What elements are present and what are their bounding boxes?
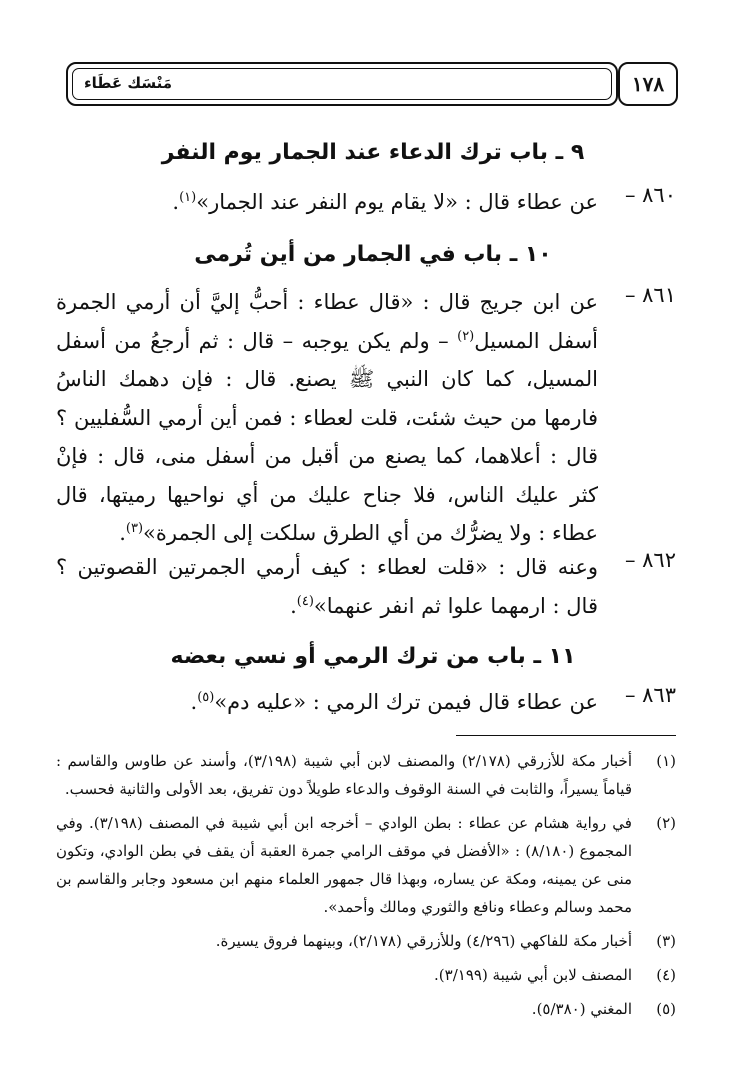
footnote xyxy=(56,809,676,921)
footnote-number: (٣) xyxy=(656,932,676,950)
hadith-entry xyxy=(56,548,676,628)
footnote-text: المغني (٥/٣٨٠). xyxy=(531,1000,632,1018)
footnote-text: المصنف لابن أبي شيبة (٣/١٩٩). xyxy=(434,966,632,984)
footnote-divider xyxy=(456,735,676,736)
entry-end: . xyxy=(119,521,126,545)
entry-text xyxy=(56,283,598,553)
footnote-number: (٥) xyxy=(656,1000,676,1018)
chapter-heading: ١٠ ـ باب في الجمار من أين تُرمى xyxy=(194,242,552,267)
footnote xyxy=(56,927,676,955)
page-header xyxy=(66,62,678,106)
entry-end: . xyxy=(172,190,180,214)
footnotes xyxy=(56,747,676,1029)
entry-number: ٨٦٠ – xyxy=(624,183,676,207)
footnote-ref: (٢) xyxy=(457,328,475,344)
entry-text xyxy=(56,683,598,722)
entry-end: . xyxy=(190,690,198,714)
hadith-entry xyxy=(56,283,676,553)
chapter-heading: ١١ ـ باب من ترك الرمي أو نسي بعضه xyxy=(170,644,576,669)
footnote-text: أخبار مكة للفاكهي (٤/٢٩٦) وللأزرقي (٢/١٧٨)، وبينهما فروق يسيرة. xyxy=(215,932,632,950)
entry-end: . xyxy=(290,593,297,618)
footnote-number: (١) xyxy=(656,752,676,770)
entry-body: عن عطاء قال فيمن ترك الرمي : «عليه دم» xyxy=(214,690,598,714)
footnote-ref: (١) xyxy=(179,190,197,205)
footnote-text: أخبار مكة للأزرقي (٢/١٧٨) والمصنف لابن أبي شيبة (٣/١٩٨)، وأسند عن طاوس والقاسم : قياماً يسيراً، والثابت في السنة الوقوف والدعاء طويلاً دون تفريق، بعد الأولى والثانية فحسب. xyxy=(56,752,632,798)
chapter-heading: ٩ ـ باب ترك الدعاء عند الجمار يوم النفر xyxy=(161,140,585,165)
entry-number: ٨٦٣ – xyxy=(624,683,676,707)
header-frame xyxy=(66,62,618,106)
footnote xyxy=(56,995,676,1023)
footnote xyxy=(56,961,676,989)
entry-body: عن عطاء قال : «لا يقام يوم النفر عند الجمار» xyxy=(196,190,598,214)
footnote-number: (٤) xyxy=(656,966,676,984)
entry-text xyxy=(56,183,598,222)
entry-number: ٨٦٢ – xyxy=(624,548,676,572)
footnote xyxy=(56,747,676,803)
hadith-entry xyxy=(56,183,676,223)
footnote-text: في رواية هشام عن عطاء : بطن الوادي – أخرجه ابن أبي شيبة في المصنف (٣/١٩٨). وفي المجموع (٨/١٨٠) : «الأفضل في موقف الرامي جمرة العقبة أن يقف في بطن الوادي، وتكون منى عن يمينه، ومكة عن يساره، وبهذا قال جمهور العلماء منهم ابن مسعود وجابر والقاسم بن محمد وسالم وعطاء ونافع والثوري ومالك وأحمد». xyxy=(56,814,632,916)
entry-text xyxy=(56,548,598,625)
book-title: مَنْسَك عَطَاء xyxy=(84,74,173,92)
hadith-entry xyxy=(56,683,676,723)
page-number: ١٧٨ xyxy=(618,62,678,106)
footnote-ref: (٤) xyxy=(296,593,314,609)
entry-body-part1: عن ابن جريج قال : «قال عطاء : أحبُّ إليَّ أن أرمي الجمرة أسفل المسيل xyxy=(56,290,599,353)
footnote-ref: (٣) xyxy=(125,521,144,536)
entry-body: وعنه قال : «قلت لعطاء : كيف أرمي الجمرتين القصوتين ؟ قال : ارمهما علوا ثم انفر عنهما» xyxy=(56,555,598,618)
entry-body-part2: – ولم يكن يوجبه – قال : ثم أرجعُ من أسفل المسيل، كما كان النبي ﷺ يصنع. قال : فإن دهمك الناسُ فارمها من حيث شئت، قلت لعطاء : فمن أين أرمي السُّفليين ؟ قال : أعلاهما، كما يصنع من أقبل من أسفل منى، قال : فإنْ كثر عليك الناس، فلا جناح عليك من أي نواحيها رميتها، قال عطاء : ولا يضرُّك من أي الطرق سلكت إلى الجمرة» xyxy=(56,328,598,545)
footnote-number: (٢) xyxy=(656,814,676,832)
entry-number: ٨٦١ – xyxy=(624,283,676,307)
footnote-ref: (٥) xyxy=(197,690,215,705)
